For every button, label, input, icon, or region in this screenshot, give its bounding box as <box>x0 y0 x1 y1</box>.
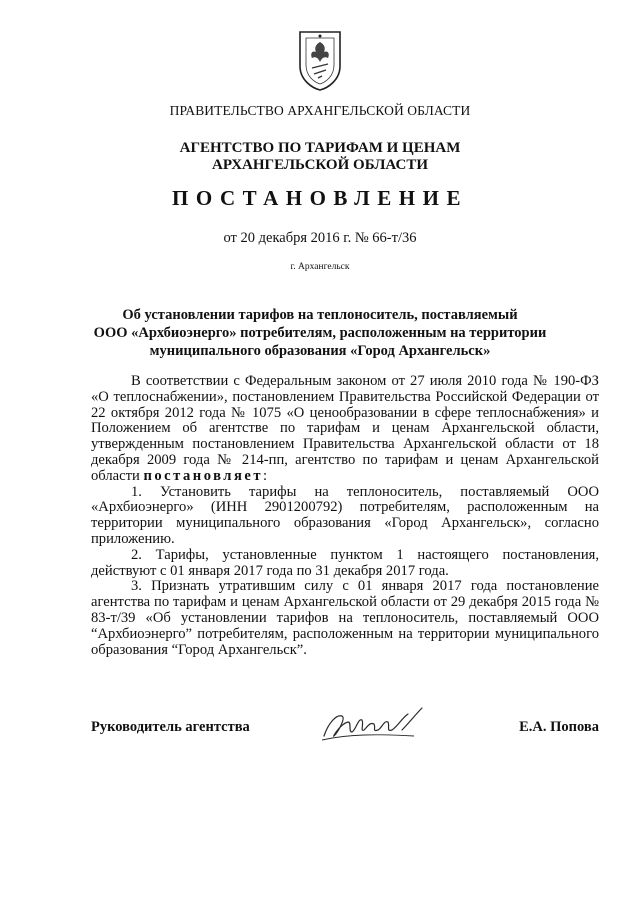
signatory-position: Руководитель агентства <box>91 719 250 735</box>
preamble-text: В соответствии с Федеральным законом от 27 июля 2010 года № 190-ФЗ «О теплоснабжении», постановлением Правительства Российской Федерации от 22 октября 2012 года № 1075 «О ценообразовании в сфере теплоснабжения» и Положением об агентстве по тарифам и ценам Архангельской области, утвержденным постановлением Правительства Архангельской области от 18 декабря 2009 года № 214-пп, агентство по тарифам и ценам Архангельской области <box>91 373 599 484</box>
agency-name <box>0 140 640 174</box>
coat-of-arms-icon <box>296 28 344 92</box>
agency-name-line2: АРХАНГЕЛЬСКОЙ ОБЛАСТИ <box>212 157 428 173</box>
government-name: ПРАВИТЕЛЬСТВО АРХАНГЕЛЬСКОЙ ОБЛАСТИ <box>169 103 471 118</box>
item-3: 3. Признать утратившим силу с 01 января 2017 года постановление агентства по тарифам и ценам Архангельской области от 29 декабря 2015 года № 83-т/39 «Об установлении тарифов на теплоноситель, поставляемый ООО “Архбиоэнерго” потребителям, расположенным на территории муниципального образования “Город Архангельск”. <box>91 578 599 658</box>
signatory-name: Е.А. Попова <box>519 719 599 735</box>
preamble-paragraph <box>91 374 599 485</box>
date-and-number: от 20 декабря 2016 г. № 66-т/36 <box>223 230 417 246</box>
title-line1: Об установлении тарифов на теплоноситель, поставляемый <box>122 307 518 323</box>
handwritten-signature-icon <box>318 700 430 748</box>
agency-name-line1: АГЕНТСТВО ПО ТАРИФАМ И ЦЕНАМ <box>179 140 461 156</box>
city: г. Архангельск <box>290 262 350 272</box>
title-line2: ООО «Архбиоэнерго» потребителям, расположенным на территории <box>93 325 547 341</box>
document-title <box>0 306 640 360</box>
item-2: 2. Тарифы, установленные пунктом 1 настоящего постановления, действуют с 01 января 2017 года по 31 декабря 2017 года. <box>91 546 599 579</box>
item-1: 1. Установить тарифы на теплоноситель, поставляемый ООО «Архбиоэнерго» (ИНН 2901200792) потребителям, расположенным на территории муниципального образования «Город Архангельск», согласно приложению. <box>91 483 599 547</box>
title-line3: муниципального образования «Город Архангельск» <box>149 343 491 359</box>
decree-colon: : <box>263 467 268 484</box>
decree-word: постановляет <box>143 467 264 484</box>
document-body <box>91 374 599 658</box>
document-type: ПОСТАНОВЛЕНИЕ <box>172 186 468 210</box>
